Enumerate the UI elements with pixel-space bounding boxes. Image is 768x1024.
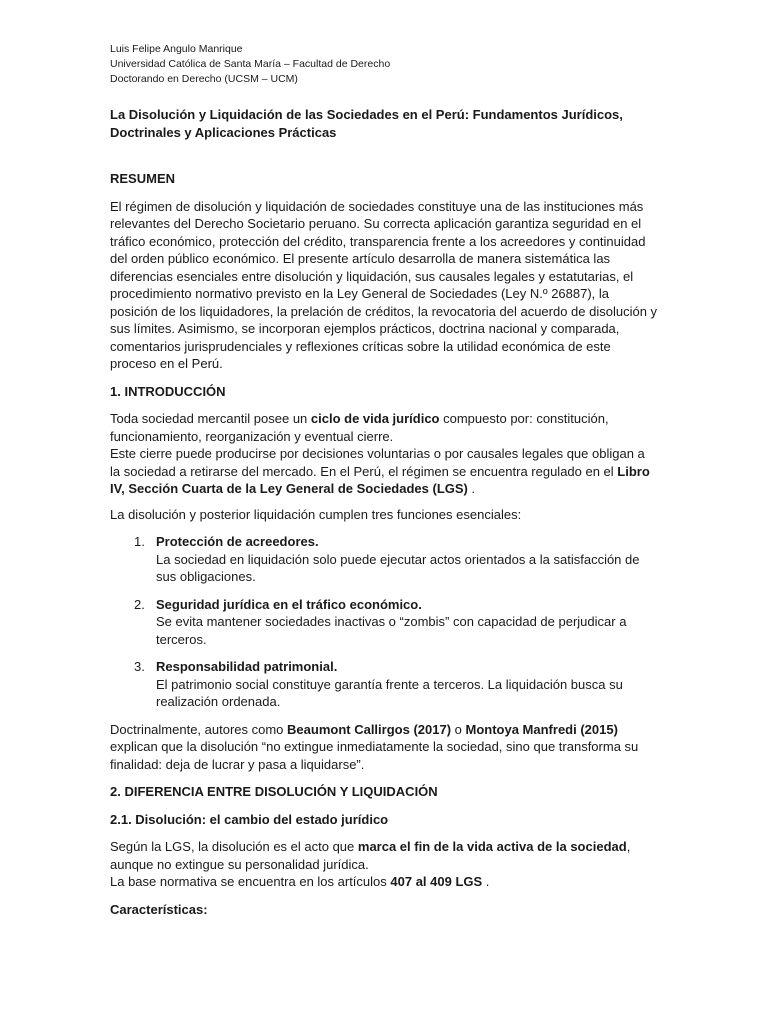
resumen-heading: RESUMEN (110, 171, 176, 186)
list-item (110, 658, 658, 711)
author-block (110, 42, 658, 87)
intro-p1-text-end: compuesto por: constitución, funcionamiento, reorganización y eventual cierre. (110, 411, 609, 444)
intro-paragraph-2 (110, 445, 658, 498)
functions-list (110, 533, 658, 711)
list-item-title: Seguridad jurídica en el tráfico económico. (156, 596, 422, 612)
section2-p2-text-end: . (482, 874, 490, 889)
intro-p1-bold: ciclo de vida jurídico (310, 411, 440, 426)
intro-p4-connector: o (451, 721, 466, 737)
list-item-text: Se evita mantener sociedades inactivas o “zombis” con capacidad de perjudicar a terceros. (156, 614, 627, 647)
list-item-text: El patrimonio social constituye garantía frente a terceros. La liquidación busca su realización ordenada. (156, 676, 623, 709)
list-number: 3. (134, 659, 145, 674)
article-title: La Disolución y Liquidación de las Sociedades en el Perú: Fundamentos Jurídicos, Doctrinales y Aplicaciones Prácticas (110, 107, 623, 140)
intro-p2-text: Este cierre puede producirse por decisiones voluntarias o por causales legales que obligan a la sociedad a retirarse del mercado. En el Perú, el régimen se encuentra regulado en el (110, 446, 645, 479)
author-affiliation: Universidad Católica de Santa María – Facultad de Derecho (110, 58, 391, 70)
section2-p2-text: La base normativa se encuentra en los artículos (110, 874, 391, 889)
list-item-title: Protección de acreedores. (156, 534, 319, 549)
list-item-text: La sociedad en liquidación solo puede ejecutar actos orientados a la satisfacción de sus obligaciones. (156, 551, 640, 584)
section2-p2-bold: 407 al 409 LGS (390, 874, 483, 889)
intro-p2-text-end: . (467, 481, 476, 496)
intro-heading: 1. INTRODUCCIÓN (110, 383, 226, 399)
section2-p1-text-end: , aunque no extingue su personalidad jurídica. (110, 839, 631, 872)
author-citation-beaumont: Beaumont Callirgos (2017) (287, 721, 452, 737)
list-item (110, 533, 658, 586)
section2-paragraph-1 (110, 838, 658, 873)
list-item (110, 596, 658, 649)
intro-paragraph-1 (110, 410, 658, 445)
section2-subheading: 2.1. Disolución: el cambio del estado jurídico (110, 811, 389, 827)
intro-paragraph-3: La disolución y posterior liquidación cumplen tres funciones esenciales: (110, 506, 522, 522)
intro-p4-text: Doctrinalmente, autores como (110, 721, 288, 737)
list-item-title: Responsabilidad patrimonial. (156, 659, 338, 674)
section2-heading: 2. DIFERENCIA ENTRE DISOLUCIÓN Y LIQUIDACIÓN (110, 784, 438, 799)
intro-p2-bold: Libro IV, Sección Cuarta de la Ley General de Sociedades (LGS) (110, 463, 650, 496)
author-name: Luis Felipe Angulo Manrique (110, 43, 243, 55)
list-number: 1. (134, 534, 145, 549)
author-citation-montoya: Montoya Manfredi (2015) (465, 721, 618, 737)
intro-paragraph-4 (110, 721, 658, 774)
author-degree: Doctorando en Derecho (UCSM – UCM) (110, 73, 298, 85)
section2-p1-text: Según la LGS, la disolución es el acto que (110, 839, 358, 854)
caracteristicas-heading: Características: (110, 901, 208, 917)
list-number: 2. (134, 596, 145, 612)
section2-paragraph-2 (110, 873, 658, 891)
resumen-text: El régimen de disolución y liquidación de sociedades constituye una de las instituciones más relevantes del Derecho Societario peruano. Su correcta aplicación garantiza seguridad en el tráfico económico, protección del crédito, transparencia frente a los acreedores y continuidad del orden público económico. El presente artículo desarrolla de manera sistemática las diferencias esenciales entre disolución y liquidación, sus causales legales y estatutarias, el procedimiento normativo previsto en la Ley General de Sociedades (Ley N.º 26887), la posición de los liquidadores, la prelación de créditos, la revocatoria del acuerdo de disolución y sus límites. Asimismo, se incorporan ejemplos prácticos, doctrina nacional y comparada, comentarios jurisprudenciales y reflexiones críticas sobre la utilidad económica de este proceso en el Perú. (110, 198, 658, 371)
intro-p1-text: Toda sociedad mercantil posee un (110, 411, 311, 426)
intro-p4-text-end: explican que la disolución “no extingue inmediatamente la sociedad, sino que transforma su finalidad: deja de lucrar y pasa a liquidarse”. (110, 739, 639, 772)
section2-p1-bold: marca el fin de la vida activa de la sociedad (357, 839, 627, 854)
